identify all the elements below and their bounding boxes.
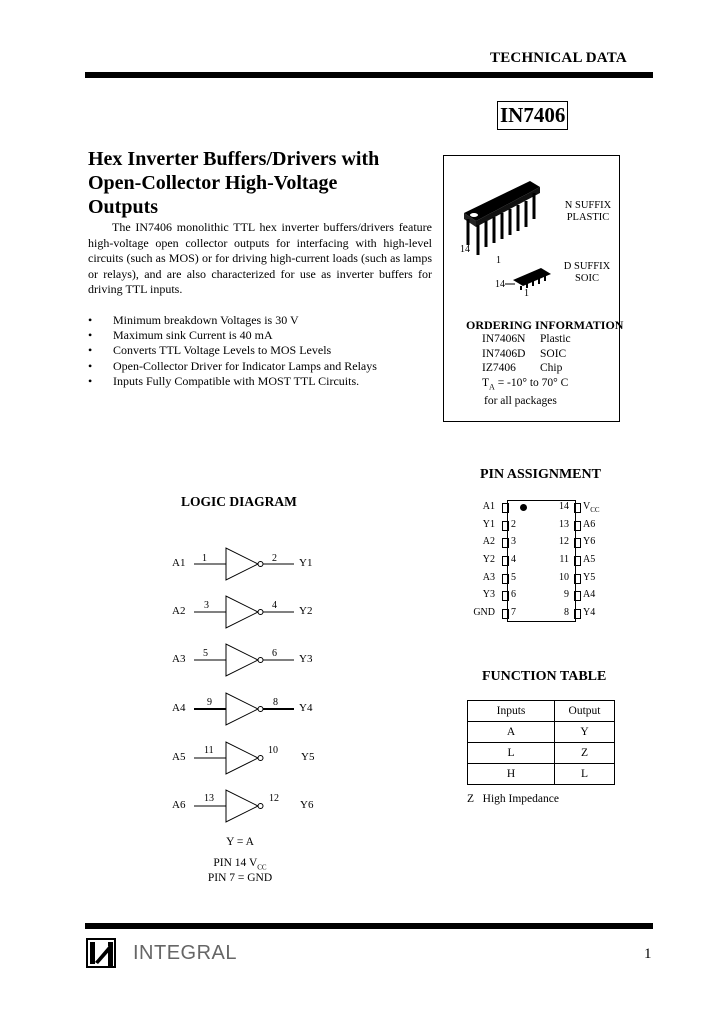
table-header-row: Inputs Output <box>468 701 615 722</box>
feature-item: • Open-Collector Driver for Indicator Lamps and Relays <box>88 359 428 374</box>
gate-input-label: A4 <box>172 702 186 714</box>
pin-stub <box>502 521 509 531</box>
pin7-note: PIN 7 = GND <box>207 872 273 884</box>
pin-stub <box>574 538 581 548</box>
gate-input-label: A5 <box>172 751 186 763</box>
gate-input-pin: 3 <box>204 600 209 611</box>
title-line: Hex Inverter Buffers/Drivers with <box>88 148 380 170</box>
gate-input-pin: 11 <box>204 745 214 756</box>
table-row: H L <box>468 764 615 785</box>
part-number-badge: IN7406 <box>497 101 568 130</box>
soic-pin-1-label: 1 <box>524 288 529 299</box>
pin-assignment-title: PIN ASSIGNMENT <box>480 467 601 482</box>
function-table-note: Z High Impedance <box>467 793 559 805</box>
integral-logo-icon <box>86 938 120 970</box>
pin-stub <box>502 574 509 584</box>
gate-input-pin: 9 <box>207 697 212 708</box>
gate-input-pin: 5 <box>203 648 208 659</box>
header-rule <box>85 72 653 78</box>
pin-row-right: 14 $V_{CC}$ 13 A6 12 Y6 11 A5 10 Y5 9 A4 8 Y4 <box>559 501 600 619</box>
dip-pin-14-label: 14 <box>460 244 470 255</box>
feature-list <box>88 313 428 389</box>
gate-output-label: Y2 <box>299 605 313 617</box>
pin-stub <box>502 503 509 513</box>
gate-output-pin: 4 <box>272 600 277 611</box>
ordering-row: IN7406N Plastic <box>482 333 571 346</box>
page-title <box>88 147 448 219</box>
gate-input-label: A2 <box>172 605 186 617</box>
title-line: Outputs <box>88 196 159 218</box>
temperature-note: for all packages <box>484 395 557 408</box>
pin-stub <box>502 591 509 601</box>
logic-equation: Y = A <box>226 836 254 848</box>
gate-input-label: A3 <box>172 653 186 665</box>
pin-stub <box>574 591 581 601</box>
dip-pin-1-label: 1 <box>496 255 501 266</box>
pin-stub <box>574 574 581 584</box>
pin-row-left: A1 Y1 2 A2 3 Y2 4 A3 5 Y3 6 GND 7 <box>473 501 516 619</box>
d-suffix-label: D SUFFIX SOIC <box>563 261 611 284</box>
pin-stub <box>574 503 581 513</box>
ordering-row: IN7406D SOIC <box>482 347 567 360</box>
dip-package-icon <box>458 175 558 265</box>
gate-output-label: Y3 <box>299 653 313 665</box>
gate-output-label: Y1 <box>299 557 313 569</box>
feature-item: • Maximum sink Current is 40 mA <box>88 328 428 343</box>
feature-item: • Converts TTL Voltage Levels to MOS Levels <box>88 343 428 358</box>
gate-output-label: Y5 <box>301 751 315 763</box>
function-table-title: FUNCTION TABLE <box>482 669 607 684</box>
gate-input-label: A1 <box>172 557 186 569</box>
gate-output-pin: 8 <box>273 697 278 708</box>
pin-stub <box>502 556 509 566</box>
feature-item: • Inputs Fully Compatible with MOST TTL Circuits. <box>88 374 428 389</box>
section-label: TECHNICAL DATA <box>490 50 627 66</box>
table-row: L Z <box>468 743 615 764</box>
page-number: 1 <box>644 946 652 962</box>
gate-input-pin: 1 <box>202 553 207 564</box>
temperature-range: $T_A = -10^\circ$ to 70° C <box>482 376 569 391</box>
soic-pin-14-label: 14 <box>495 279 505 290</box>
feature-item: • Minimum breakdown Voltages is 30 V <box>88 313 428 328</box>
gate-output-label: Y6 <box>300 799 314 811</box>
ordering-title: ORDERING INFORMATION <box>466 318 624 332</box>
logic-diagram-title: LOGIC DIAGRAM <box>181 494 297 509</box>
n-suffix-label: N SUFFIX PLASTIC <box>564 200 612 223</box>
intro-paragraph: The IN7406 monolithic TTL hex inverter buffers/drivers feature high-voltage open collector outputs for interfacing with high-level circuits (such as MOS) or for driving high-current loads (such as lamps or relays), and are also characterized for use as inverter buffers for driving TTL inputs. <box>88 220 432 296</box>
gate-output-pin: 2 <box>272 553 277 564</box>
gate-input-label: A6 <box>172 799 186 811</box>
title-line: Open-Collector High-Voltage <box>88 172 338 194</box>
pin1-marker-dot <box>520 504 527 511</box>
gate-input-pin: 13 <box>204 793 214 804</box>
pin-stub <box>574 609 581 619</box>
footer-rule <box>85 923 653 929</box>
pin-stub <box>502 609 509 619</box>
pin-stub <box>502 538 509 548</box>
pin-stub <box>574 521 581 531</box>
ordering-row: IZ7406 Chip <box>482 362 563 375</box>
logic-diagram <box>190 540 300 830</box>
table-subheader-row: A Y <box>468 722 615 743</box>
gate-output-pin: 12 <box>269 793 279 804</box>
gate-output-pin: 10 <box>268 745 278 756</box>
ordering-information <box>466 318 623 409</box>
soic-package-icon <box>505 262 555 292</box>
pin-stub <box>574 556 581 566</box>
function-table <box>467 700 615 785</box>
pin14-note: PIN 14 $V_{CC}$ <box>213 857 267 872</box>
gate-output-label: Y4 <box>299 702 313 714</box>
gate-output-pin: 6 <box>272 648 277 659</box>
company-name: INTEGRAL <box>133 942 238 964</box>
